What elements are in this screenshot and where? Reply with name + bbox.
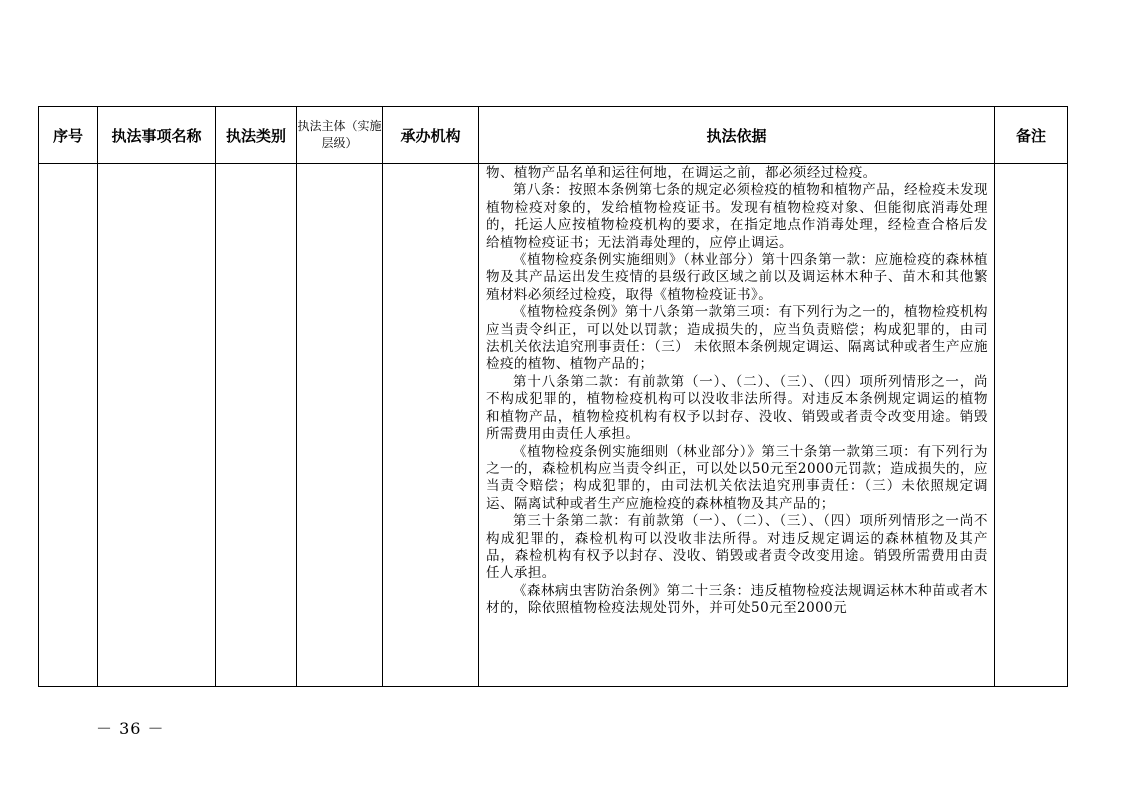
basis-paragraph: 《植物检疫条例实施细则》（林业部分）第十四条第一款：应施检疫的森林植物及其产品运出发生疫情的县级行政区域之前以及调运林木种子、苗木和其他繁殖材料必须经过检疫，取得《植物检疫证书》。 xyxy=(486,252,988,303)
cell-agency xyxy=(383,164,479,687)
cell-remark xyxy=(995,164,1068,687)
basis-paragraph: 第十八条第二款：有前款第（一）、（二）、（三）、（四）项所列情形之一，尚不构成犯罪的，植物检疫机构可以没收非法所得。对违反本条例规定调运的植物和植物产品，植物检疫机构有权予以封存、没收、销毁或者责令改变用途。销毁所需费用由责任人承担。 xyxy=(486,373,988,443)
cell-basis xyxy=(479,164,995,687)
header-basis: 执法依据 xyxy=(479,107,995,164)
cell-item-name xyxy=(98,164,216,687)
header-category: 执法类别 xyxy=(216,107,297,164)
page-number: － 36 － xyxy=(96,719,165,738)
basis-paragraph: 第八条：按照本条例第七条的规定必须检疫的植物和植物产品，经检疫未发现植物检疫对象的，发给植物检疫证书。发现有植物检疫对象、但能彻底消毒处理的，托运人应按植物检疫机构的要求，在指定地点作消毒处理，经检查合格后发给植物检疫证书；无法消毒处理的，应停止调运。 xyxy=(486,182,988,251)
table-row xyxy=(39,164,1068,687)
basis-paragraph: 《植物检疫条例》第十八条第一款第三项：有下列行为之一的，植物检疫机构应当责令纠正，可以处以罚款；造成损失的，应当负责赔偿；构成犯罪的，由司法机关依法追究刑事责任：（三） 未依照本条例规定调运、隔离试种或者生产应施检疫的植物、植物产品的； xyxy=(486,304,988,373)
header-agency: 承办机构 xyxy=(383,107,479,164)
header-seq: 序号 xyxy=(39,107,98,164)
basis-paragraph: 《森林病虫害防治条例》第二十三条：违反植物检疫法规调运林木种苗或者木材的，除依照植物检疫法规处罚外，并可处50元至2000元 xyxy=(486,582,988,617)
cell-category xyxy=(216,164,297,687)
header-remark: 备注 xyxy=(995,107,1068,164)
header-item-name: 执法事项名称 xyxy=(98,107,216,164)
enforcement-basis-table xyxy=(38,106,1068,687)
basis-paragraph: 第三十条第二款：有前款第（一）、（二）、（三）、（四）项所列情形之一尚不构成犯罪的，森检机构可以没收非法所得。对违反规定调运的森林植物及其产品，森检机构有权予以封存、没收、销毁或者责令改变用途。销毁所需费用由责任人承担。 xyxy=(486,513,988,582)
basis-paragraph: 《植物检疫条例实施细则（林业部分）》第三十条第一款第三项：有下列行为之一的，森检机构应当责令纠正，可以处以50元至2000元罚款；造成损失的，应当责令赔偿；构成犯罪的，由司法机关依法追究刑事责任：（三）未依照规定调运、隔离试种或者生产应施检疫的森林植物及其产品的； xyxy=(486,443,988,512)
cell-seq xyxy=(39,164,98,687)
header-subject: 执法主体（实施层级） xyxy=(297,107,383,164)
cell-subject xyxy=(297,164,383,687)
basis-paragraph: 物、植物产品名单和运往何地，在调运之前，都必须经过检疫。 xyxy=(486,165,877,181)
basis-text xyxy=(479,164,994,686)
table-header-row xyxy=(39,107,1068,164)
